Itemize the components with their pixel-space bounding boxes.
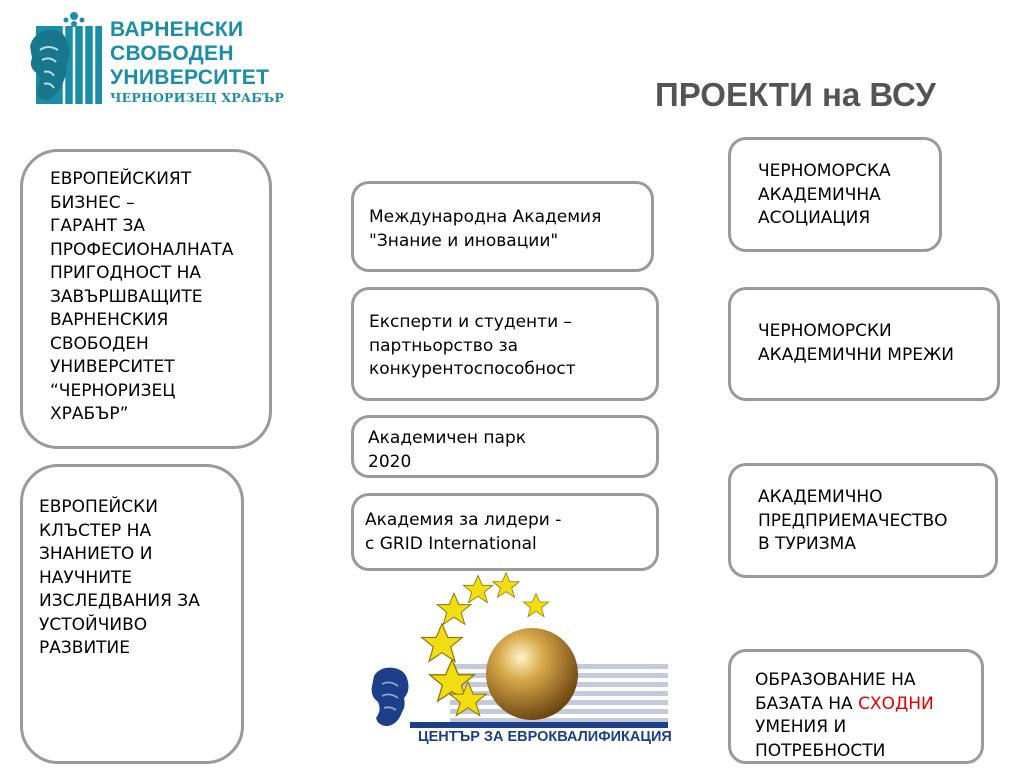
project-text-academic-park: Академичен парк 2020 <box>368 428 527 472</box>
university-emblem-icon <box>24 10 110 108</box>
project-box-academic-park <box>351 415 659 478</box>
university-subtitle: ЧЕРНОРИЗЕЦ ХРАБЪР <box>110 90 284 105</box>
project-text-leaders-academy: Академия за лидери - с GRID International <box>365 510 562 554</box>
project-text-education-line-3: УМЕНИЯ И <box>755 717 847 737</box>
project-text-european-business: ЕВРОПЕЙСКИЯТ БИЗНЕС – ГАРАНТ ЗА ПРОФЕСИОНАЛНАТА ПРИГОДНОСТ НА ЗАВЪРШВАЩИТЕ ВАРНЕНСКИЯ СВОБОДЕН УНИВЕРСИТЕТ “ЧЕРНОРИЗЕЦ ХРАБЪР” <box>50 169 234 424</box>
project-text-black-sea-networks: ЧЕРНОМОРСКИ АКАДЕМИЧНИ МРЕЖИ <box>758 321 954 365</box>
project-box-international-academy <box>351 181 654 272</box>
project-text-black-sea-association: ЧЕРНОМОРСКА АКАДЕМИЧНА АСОЦИАЦИЯ <box>758 161 891 228</box>
euroqualification-logo <box>370 572 670 758</box>
euroqualification-text: ЦЕНТЪР ЗА ЕВРОКВАЛИФИКАЦИЯ <box>418 729 672 745</box>
university-name <box>110 18 269 90</box>
project-text-education-line-4: ПОТРЕБНОСТИ <box>755 740 886 761</box>
project-box-tourism-entrepreneurship <box>728 463 998 578</box>
project-text-european-cluster: ЕВРОПЕЙСКИ КЛЪСТЕР НА ЗНАНИЕТО И НАУЧНИТЕ ИЗСЛЕДВАНИЯ ЗА УСТОЙЧИВО РАЗВИТИЕ <box>39 497 200 658</box>
project-box-leaders-academy <box>351 493 659 571</box>
project-text-education-line-2 <box>755 693 981 717</box>
project-text-education-line-2-prefix: БАЗАТА НА <box>755 693 859 714</box>
project-text-tourism-entrepreneurship: АКАДЕМИЧНО ПРЕДПРИЕМАЧЕСТВО В ТУРИЗМА <box>758 487 948 554</box>
project-box-education-skills <box>728 649 984 764</box>
project-box-european-business <box>20 149 272 449</box>
university-name-line-1: ВАРНЕНСКИ <box>110 18 244 41</box>
project-box-black-sea-association <box>728 137 942 252</box>
project-box-experts-students <box>351 287 659 401</box>
university-name-line-2: СВОБОДЕН <box>110 42 234 65</box>
university-logo <box>24 10 294 110</box>
project-text-experts-students: Експерти и студенти – партньорство за конкурентоспособност <box>369 312 576 379</box>
highlight-word-similar: СХОДНИ <box>858 693 934 714</box>
university-name-line-3: УНИВЕРСИТЕТ <box>110 66 270 89</box>
project-text-education-line-1: ОБРАЗОВАНИЕ НА <box>755 670 916 690</box>
page-title: ПРОЕКТИ на ВСУ <box>655 76 936 113</box>
project-box-black-sea-networks <box>728 287 1000 401</box>
project-text-international-academy: Международна Академия "Знание и иновации" <box>369 207 602 251</box>
project-box-european-cluster <box>20 464 244 764</box>
